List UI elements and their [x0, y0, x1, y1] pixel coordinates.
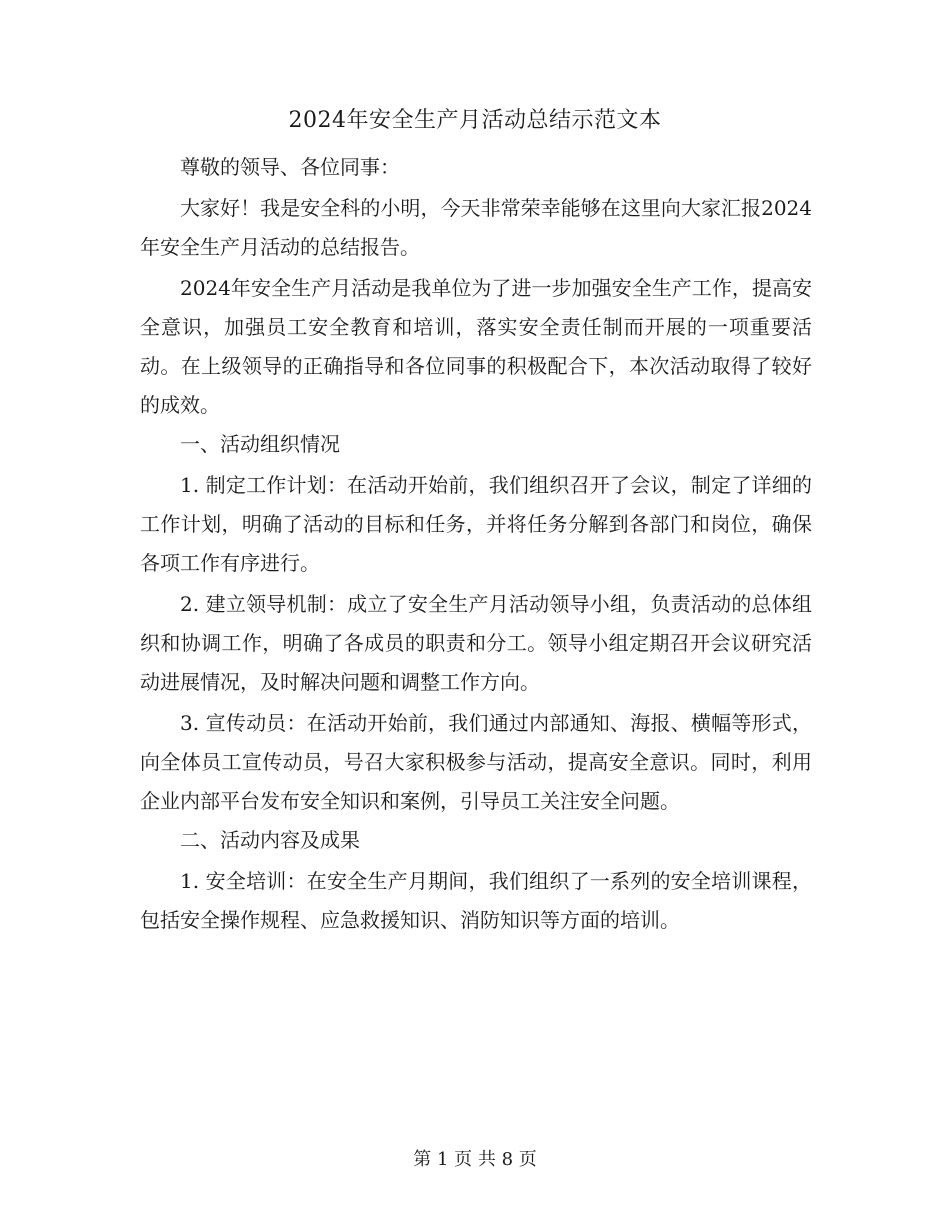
greeting-paragraph: 尊敬的领导、各位同事： — [180, 155, 400, 179]
document-body — [140, 148, 812, 940]
section-heading-content: 二、活动内容及成果 — [180, 828, 360, 852]
organization-item-3: 3. 宣传动员：在活动开始前，我们通过内部通知、海报、横幅等形式，向全体员工宣传动员，号召大家积极参与活动，提高安全意识。同时，利用企业内部平台发布安全知识和案例，引导员工关注安全问题。 — [140, 711, 812, 813]
document-title: 2024年安全生产月活动总结示范文本 — [288, 108, 662, 133]
section-heading-organization: 一、活动组织情况 — [180, 432, 340, 456]
page-footer: 第 1 页 共 8 页 — [413, 1149, 537, 1170]
content-item-1: 1. 安全培训：在安全生产月期间，我们组织了一系列的安全培训课程，包括安全操作规程、应急救援知识、消防知识等方面的培训。 — [140, 869, 812, 932]
organization-item-2: 2. 建立领导机制：成立了安全生产月活动领导小组，负责活动的总体组织和协调工作，明确了各成员的职责和分工。领导小组定期召开会议研究活动进展情况，及时解决问题和调整工作方向。 — [140, 592, 812, 694]
organization-item-1: 1. 制定工作计划：在活动开始前，我们组织召开了会议，制定了详细的工作计划，明确了活动的目标和任务，并将任务分解到各部门和岗位，确保各项工作有序进行。 — [140, 473, 812, 575]
overview-paragraph: 2024年安全生产月活动是我单位为了进一步加强安全生产工作，提高安全意识，加强员工安全教育和培训，落实安全责任制而开展的一项重要活动。在上级领导的正确指导和各位同事的积极配合下，本次活动取得了较好的成效。 — [140, 276, 812, 417]
intro-paragraph: 大家好！我是安全科的小明，今天非常荣幸能够在这里向大家汇报2024年安全生产月活动的总结报告。 — [140, 196, 812, 259]
